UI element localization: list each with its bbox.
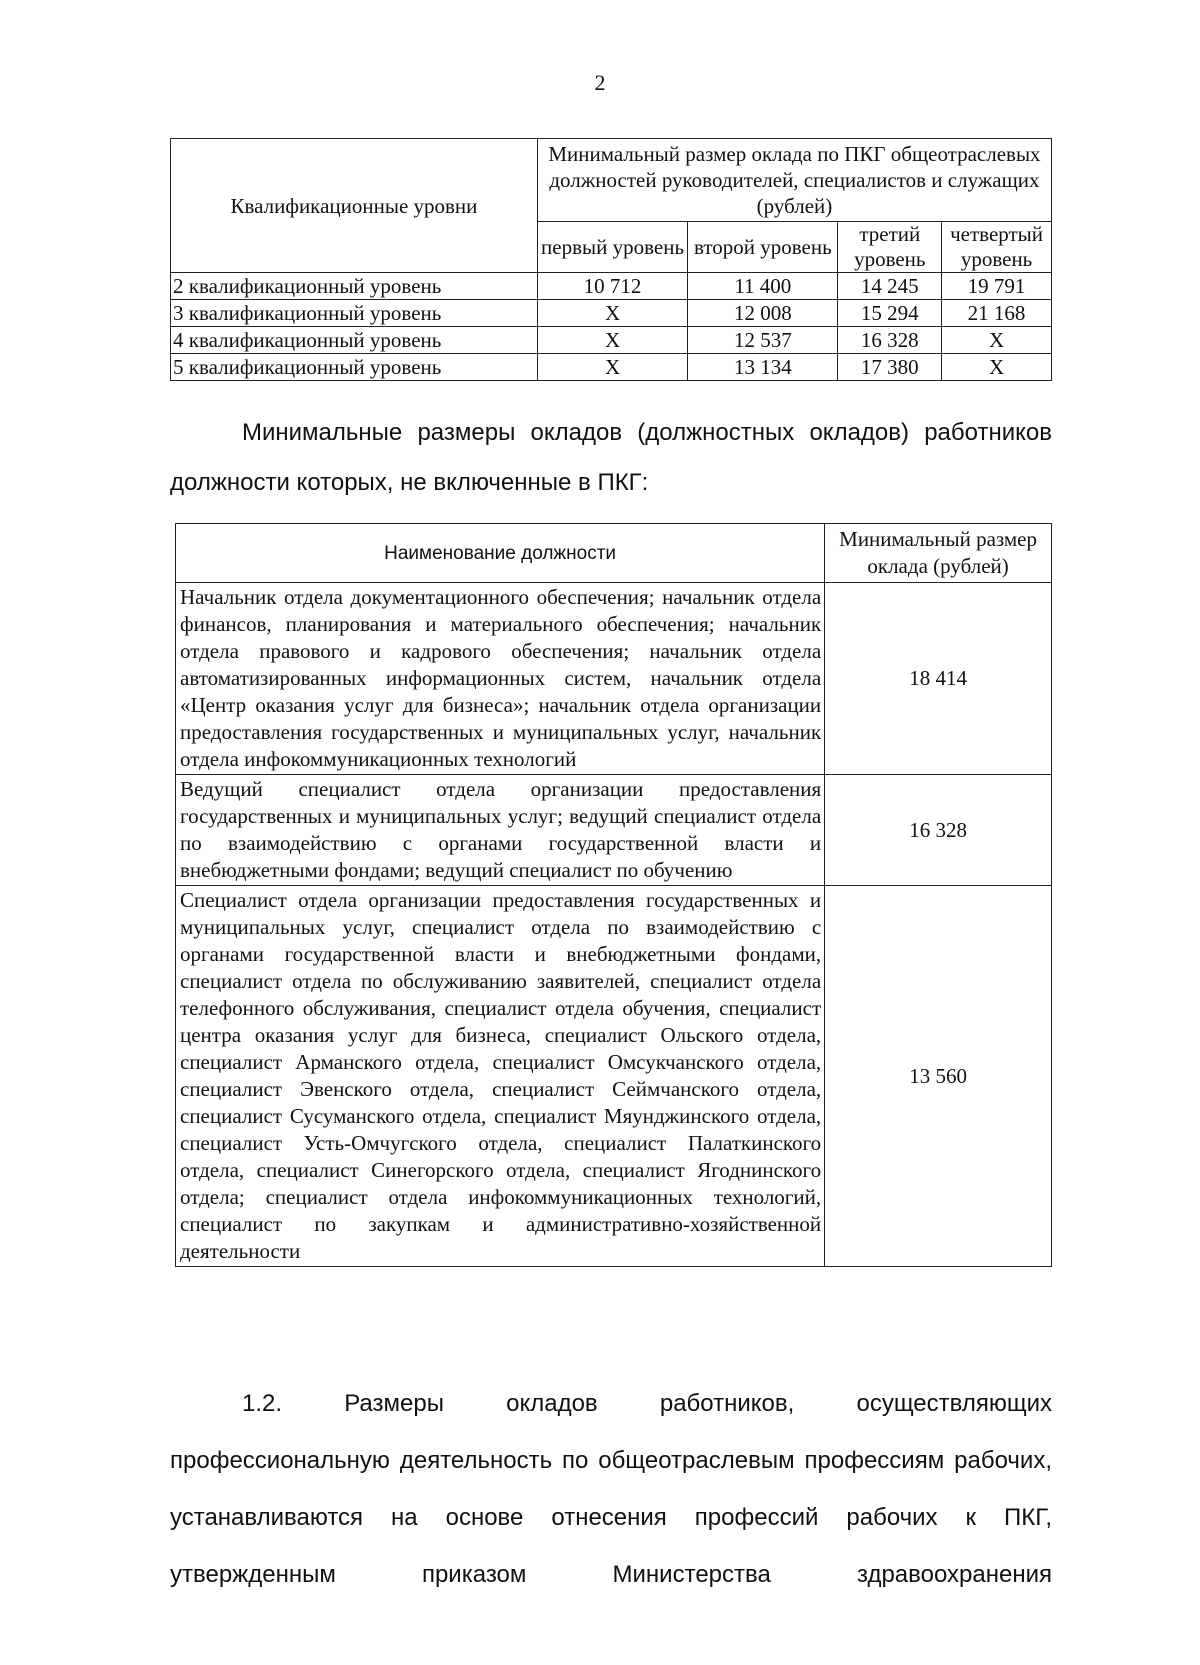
closing-paragraph: 1.2. Размеры окладов работников, осуществляющих профессиональную деятельность по общеотраслевым профессиям рабочих, устанавливаются на основе отнесения профессий рабочих к ПКГ, утвержденным приказом Министерства здравоохранения xyxy=(170,1390,1052,1588)
qualification-salary-table xyxy=(170,138,1052,381)
salary-value: 16 328 xyxy=(825,775,1052,886)
qualification-level-name: 5 квалификационный уровень xyxy=(171,354,538,381)
salary-cell: X xyxy=(537,327,687,354)
salary-cell: 19 791 xyxy=(942,273,1052,300)
table-row xyxy=(176,886,1052,1267)
salary-cell: X xyxy=(942,327,1052,354)
qualification-levels-header: Квалификационные уровни xyxy=(171,139,538,273)
page-number: 2 xyxy=(594,70,606,95)
level-header: первый уровень xyxy=(537,222,687,273)
table-row xyxy=(171,300,1052,327)
table-header-row xyxy=(171,139,1052,222)
salary-cell: 10 712 xyxy=(537,273,687,300)
salary-cell: 11 400 xyxy=(688,273,838,300)
qualification-level-name: 4 квалификационный уровень xyxy=(171,327,538,354)
salary-value: 13 560 xyxy=(825,886,1052,1267)
minimum-salary-group-header: Минимальный размер оклада по ПКГ общеотраслевых должностей руководителей, специалистов и служащих (рублей) xyxy=(537,139,1051,222)
table-row xyxy=(176,775,1052,886)
salary-cell: 12 008 xyxy=(688,300,838,327)
position-name-header: Наименование должности xyxy=(176,524,825,583)
level-header: второй уровень xyxy=(688,222,838,273)
salary-cell: 13 134 xyxy=(688,354,838,381)
position-description: Ведущий специалист отдела организации предоставления государственных и муниципальных услуг; ведущий специалист отдела по взаимодействию с органами государственной власти и внебюджетными фондами; ведущий специалист по обучению xyxy=(176,775,825,886)
salary-value: 18 414 xyxy=(825,583,1052,775)
salary-cell: X xyxy=(537,354,687,381)
table-header-row xyxy=(176,524,1052,583)
salary-cell: 17 380 xyxy=(838,354,942,381)
table-row xyxy=(171,327,1052,354)
position-description: Начальник отдела документационного обеспечения; начальник отдела финансов, планирования и материального обеспечения; начальник отдела правового и кадрового обеспечения; начальник отдела автоматизированных информационных систем, начальник отдела «Центр оказания услуг для бизнеса»; начальник отдела организации предоставления государственных и муниципальных услуг, начальник отдела инфокоммуникационных технологий xyxy=(176,583,825,775)
position-description: Специалист отдела организации предоставления государственных и муниципальных услуг, специалист отдела по взаимодействию с органами государственной власти и внебюджетными фондами, специалист отдела по обслуживанию заявителей, специалист отдела телефонного обслуживания, специалист отдела обучения, специалист центра оказания услуг для бизнеса, специалист Ольского отдела, специалист Арманского отдела, специалист Омсукчанского отдела, специалист Эвенского отдела, специалист Сеймчанского отдела, специалист Сусуманского отдела, специалист Мяунджинского отдела, специалист Усть-Омчугского отдела, специалист Палаткинского отдела, специалист Синегорского отдела, специалист Ягоднинского отдела; специалист отдела инфокоммуникационных технологий, специалист по закупкам и административно-хозяйственной деятельности xyxy=(176,886,825,1267)
level-header: третий уровень xyxy=(838,222,942,273)
salary-cell: 15 294 xyxy=(838,300,942,327)
salary-cell: 14 245 xyxy=(838,273,942,300)
table-row xyxy=(171,354,1052,381)
salary-cell: 16 328 xyxy=(838,327,942,354)
salary-cell: X xyxy=(942,354,1052,381)
salary-cell: 12 537 xyxy=(688,327,838,354)
qualification-level-name: 2 квалификационный уровень xyxy=(171,273,538,300)
table-row xyxy=(171,273,1052,300)
level-header: четвертый уровень xyxy=(942,222,1052,273)
positions-salary-table xyxy=(175,523,1052,1267)
table-row xyxy=(176,583,1052,775)
salary-cell: X xyxy=(537,300,687,327)
qualification-level-name: 3 квалификационный уровень xyxy=(171,300,538,327)
intro-paragraph: Минимальные размеры окладов (должностных окладов) работников должности которых, не включенные в ПКГ: xyxy=(170,419,1052,496)
minimum-salary-header: Минимальный размер оклада (рублей) xyxy=(825,524,1052,583)
salary-cell: 21 168 xyxy=(942,300,1052,327)
